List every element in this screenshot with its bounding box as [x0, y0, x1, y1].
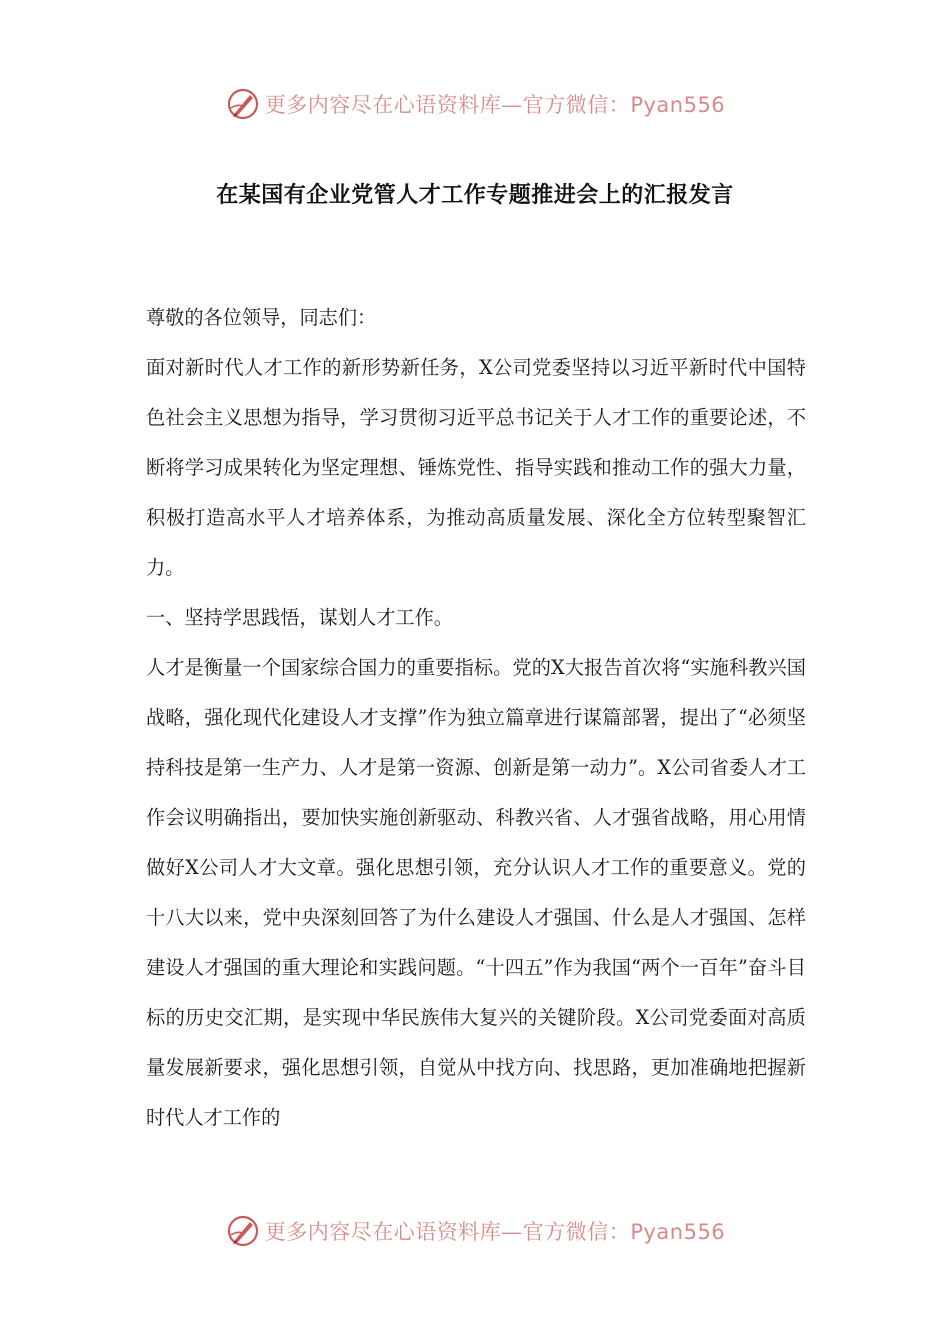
watermark-text: [265, 89, 725, 119]
watermark-text: [265, 1216, 725, 1246]
pen-circle-icon: [225, 1213, 261, 1249]
pen-circle-icon: [225, 86, 261, 122]
paragraph: 面对新时代人才工作的新形势新任务，X公司党委坚持以习近平新时代中国特色社会主义思想为指导，学习贯彻习近平总书记关于人才工作的重要论述，不断将学习成果转化为坚定理想、锤炼党性、指导实践和推动工作的强大力量，积极打造高水平人才培养体系，为推动高质量发展、深化全方位转型聚智汇力。: [146, 356, 806, 579]
document-title: 在某国有企业党管人才工作专题推进会上的汇报发言: [216, 183, 734, 208]
section-heading: 一、坚持学思践悟，谋划人才工作。: [146, 606, 453, 629]
greeting: 尊敬的各位领导，同志们：: [146, 306, 377, 329]
watermark-wechat-id: Pyan556: [630, 1220, 726, 1244]
watermark-banner-top: [0, 84, 950, 124]
watermark-banner-bottom: [0, 1211, 950, 1251]
paragraph: 人才是衡量一个国家综合国力的重要指标。党的X大报告首次将“实施科教兴国战略，强化现代化建设人才支撑”作为独立篇章进行谋篇部署，提出了“必须坚持科技是第一生产力、人才是第一资源、创新是第一动力”。X公司省委人才工作会议明确指出，要加快实施创新驱动、科教兴省、人才强省战略，用心用情做好X公司人才大文章。强化思想引领，充分认识人才工作的重要意义。党的十八大以来，党中央深刻回答了为什么建设人才强国、什么是人才强国、怎样建设人才强国的重大理论和实践问题。“十四五”作为我国“两个一百年”奋斗目标的历史交汇期，是实现中华民族伟大复兴的关键阶段。X公司党委面对高质量发展新要求，强化思想引领，自觉从中找方向、找思路，更加准确地把握新时代人才工作的: [146, 656, 806, 1129]
watermark-text-main: 更多内容尽在心语资料库—官方微信：: [264, 1220, 631, 1244]
watermark-text-main: 更多内容尽在心语资料库—官方微信：: [264, 93, 631, 117]
watermark-wechat-id: Pyan556: [630, 93, 726, 117]
document-body: [146, 293, 806, 1143]
